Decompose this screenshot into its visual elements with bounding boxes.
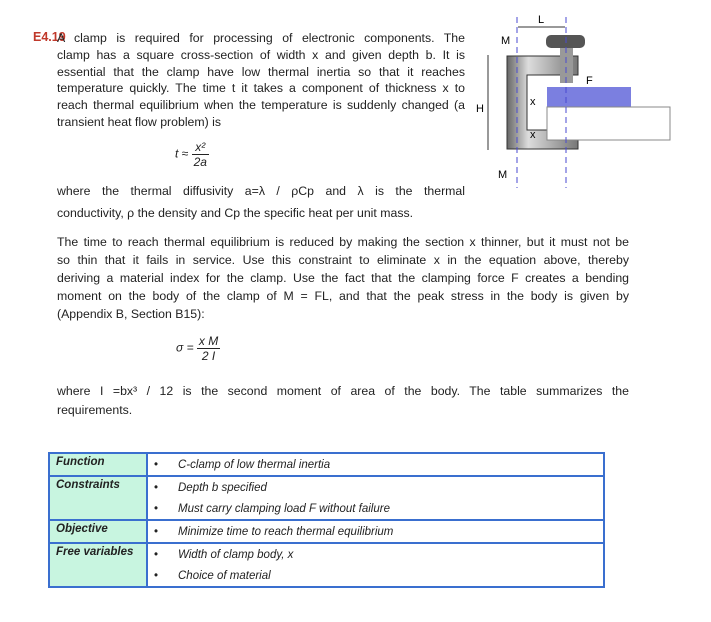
bullet: •	[154, 548, 159, 561]
text-line: requirements.	[57, 403, 133, 417]
text-line: temperature quickly. The time t it takes a component of thickness x to	[57, 81, 465, 96]
equation-stress	[176, 334, 220, 363]
row-value	[147, 498, 604, 520]
row-value	[147, 543, 604, 565]
eq-denominator: 2a	[193, 155, 207, 169]
bullet: •	[154, 525, 159, 538]
item-text: Must carry clamping load F without failure	[178, 502, 390, 515]
exercise-number: E4.19	[33, 30, 66, 44]
row-key: Objective	[49, 520, 147, 543]
text-line: reach thermal equilibrium when the temperature is suddenly changed (a	[57, 98, 465, 113]
row-key: Constraints	[49, 476, 147, 520]
item-text: C-clamp of low thermal inertia	[178, 458, 331, 471]
row-key: Free variables	[49, 543, 147, 587]
equation-time	[175, 140, 209, 169]
eq-numerator: x M	[198, 334, 219, 348]
label-M-bottom: M	[498, 169, 508, 181]
text-line: where the thermal diffusivity a=λ / ρCp and λ is the thermal	[57, 184, 465, 198]
eq-lhs: t ≈	[175, 146, 189, 161]
text-line: The time to reach thermal equilibrium is reduced by making the section x thinner, but it must not be	[57, 235, 629, 249]
text-line: essential that the clamp have low thermal inertia so that it reaches	[57, 64, 465, 79]
item-text: Width of clamp body, x	[178, 548, 294, 561]
clamp-figure	[460, 10, 710, 200]
bullet: •	[154, 481, 159, 494]
label-x1: x	[530, 96, 536, 108]
requirements-table	[48, 452, 605, 588]
table-row	[49, 520, 604, 543]
text-line: transient heat flow problem) is	[57, 115, 222, 129]
text-line: conductivity, ρ the density and Cp the specific heat per unit mass.	[57, 206, 414, 220]
table-row	[49, 453, 604, 476]
text-line: where I =bx³ / 12 is the second moment of area of the body. The table summarizes the	[57, 384, 629, 398]
eq-denominator: 2 I	[201, 349, 216, 363]
label-x2: x	[530, 129, 536, 141]
eq-lhs: σ =	[176, 340, 194, 355]
row-value	[147, 520, 604, 543]
clamped-block	[547, 87, 631, 107]
label-H: H	[476, 103, 484, 115]
text-line: deriving a material index for the clamp. Use the fact that the clamping force F creates a bending	[57, 271, 629, 285]
item-text: Depth b specified	[178, 481, 267, 494]
text-line: clamp has a square cross-section of width x and given depth b. It is	[57, 47, 465, 62]
row-value	[147, 565, 604, 587]
item-text: Choice of material	[178, 569, 271, 582]
text-line: moment on the body of the clamp of M = FL, and that the peak stress in the body is given by	[57, 289, 629, 303]
text-line: so thin that it fails in service. Use this constraint to eliminate x in the equation above, thereby	[57, 253, 629, 267]
bullet: •	[154, 569, 159, 582]
eq-numerator: x²	[192, 140, 209, 155]
label-M-top: M	[501, 35, 511, 47]
row-value	[147, 476, 604, 498]
label-L: L	[538, 14, 545, 26]
item-text: Minimize time to reach thermal equilibrium	[178, 525, 394, 538]
row-key: Function	[49, 453, 147, 476]
table-row	[49, 476, 604, 498]
text-line: A clamp is required for processing of electronic components. The	[57, 31, 465, 45]
label-F: F	[586, 75, 593, 87]
row-value	[147, 453, 604, 476]
table-row	[49, 543, 604, 565]
workpiece	[547, 107, 670, 140]
bullet: •	[154, 458, 159, 471]
text-line: (Appendix B, Section B15):	[57, 307, 205, 321]
bullet: •	[154, 502, 159, 515]
